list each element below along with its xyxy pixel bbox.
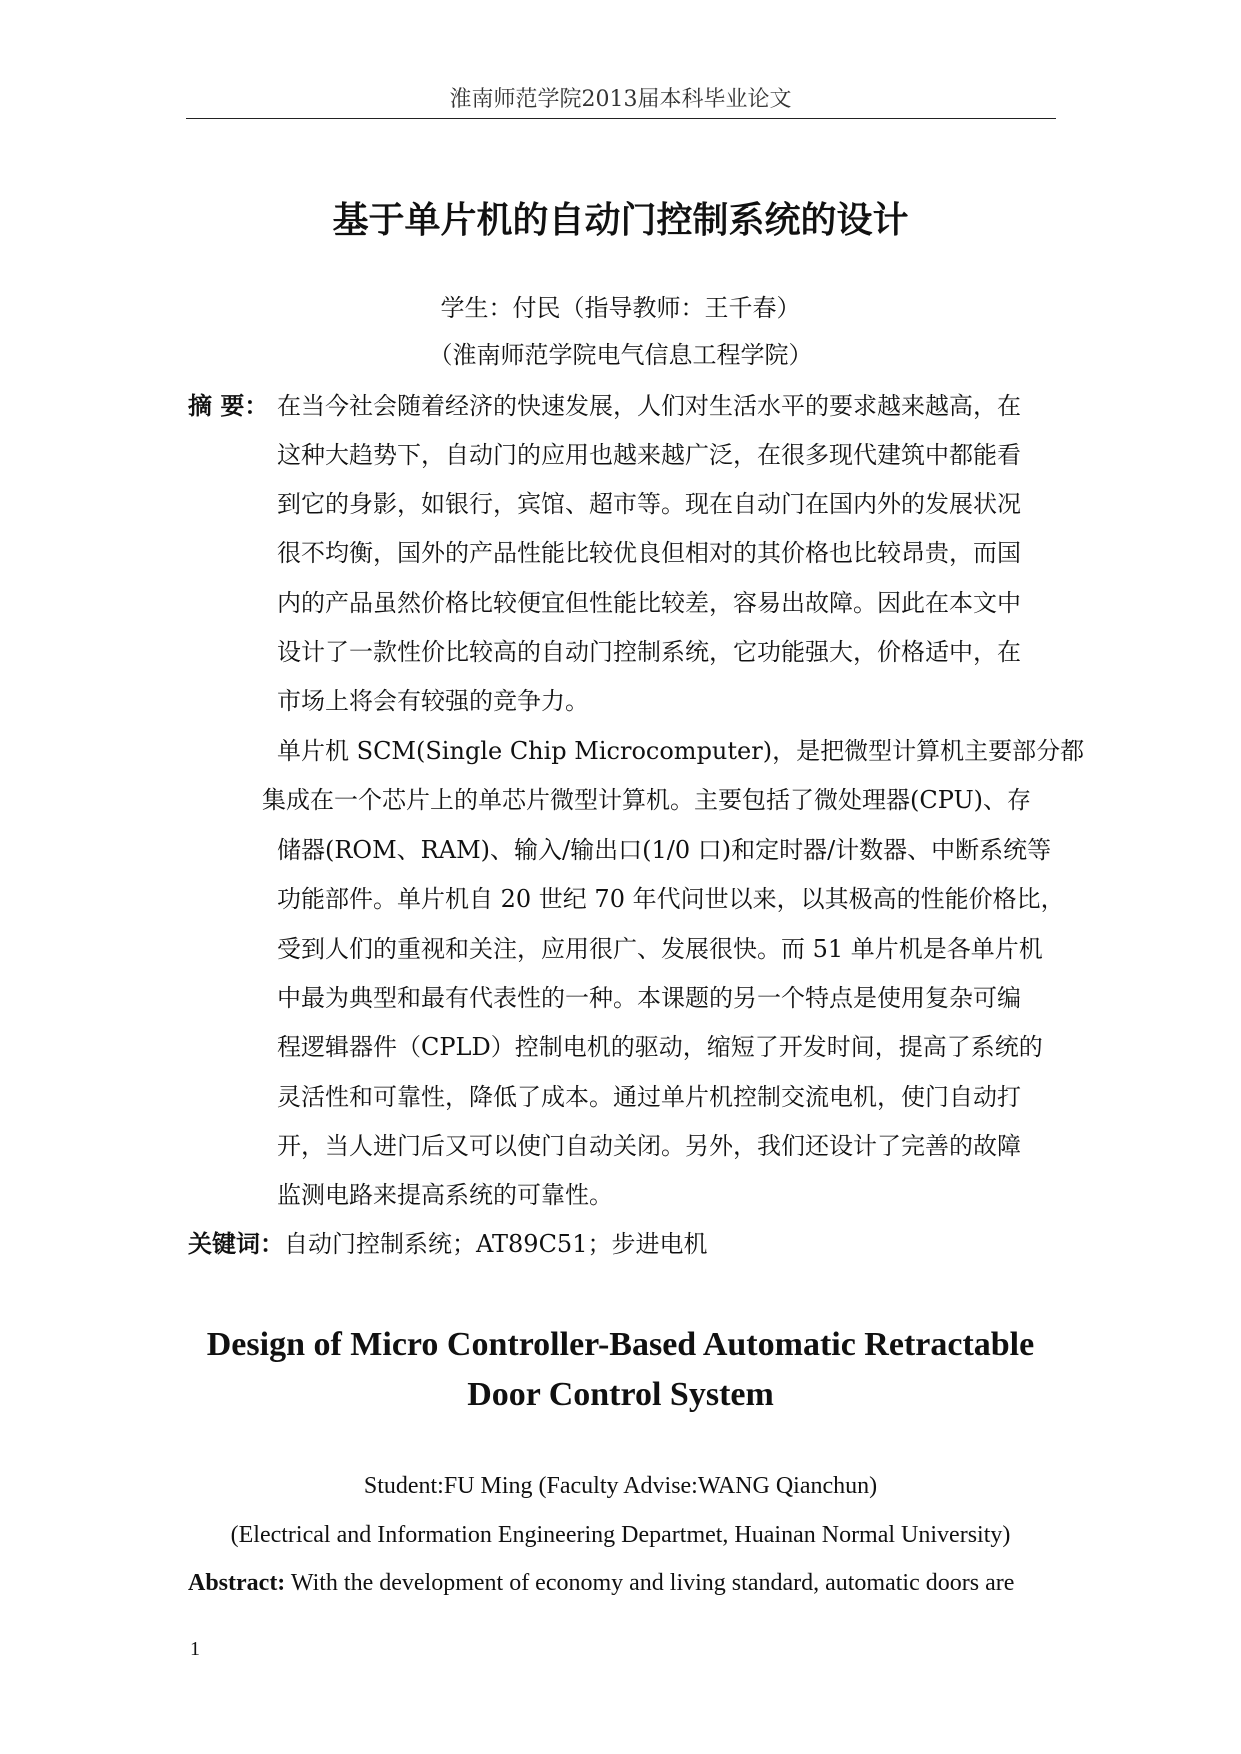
- abstract-cn-line: 灵活性和可靠性，降低了成本。通过单片机控制交流电机，使门自动打: [277, 1083, 1021, 1111]
- abstract-cn-line: 受到人们的重视和关注，应用很广、发展很快。而 51 单片机是各单片机: [277, 935, 1043, 963]
- english-abstract-text: With the development of economy and living standard, automatic doors are: [285, 1570, 1015, 1596]
- abstract-cn-line: 开，当人进门后又可以使门自动关闭。另外，我们还设计了完善的故障: [277, 1132, 1021, 1160]
- abstract-cn-line: 储器(ROM、RAM)、输入/输出口(1/0 口)和定时器/计数器、中断系统等: [277, 836, 1052, 864]
- abstract-cn-line: 中最为典型和最有代表性的一种。本课题的另一个特点是使用复杂可编: [277, 984, 1021, 1012]
- keywords-cn-text: 自动门控制系统；AT89C51；步进电机: [284, 1230, 708, 1258]
- chinese-title: 基于单片机的自动门控制系统的设计: [332, 200, 909, 241]
- english-abstract: [188, 1570, 1014, 1597]
- abstract-cn-line: 设计了一款性价比较高的自动门控制系统，它功能强大，价格适中，在: [277, 638, 1021, 666]
- english-affiliation: (Electrical and Information Engineering Departmet, Huainan Normal University): [230, 1522, 1011, 1548]
- abstract-cn-line: 在当今社会随着经济的快速发展，人们对生活水平的要求越来越高，在: [277, 392, 1021, 420]
- chinese-author: 学生：付民（指导教师：王千春）: [440, 294, 801, 322]
- english-title-line-1: Design of Micro Controller-Based Automatic Retractable: [206, 1326, 1035, 1363]
- abstract-cn-line: 监测电路来提高系统的可靠性。: [277, 1181, 613, 1209]
- abstract-cn-line: 内的产品虽然价格比较便宜但性能比较差，容易出故障。因此在本文中: [277, 589, 1021, 617]
- abstract-cn-line: 很不均衡，国外的产品性能比较优良但相对的其价格也比较昂贵，而国: [277, 539, 1021, 567]
- running-header: 淮南师范学院2013届本科毕业论文: [449, 87, 792, 112]
- english-author: Student:FU Ming (Faculty Advise:WANG Qianchun): [363, 1473, 878, 1499]
- header-rule: [186, 118, 1056, 119]
- abstract-cn-line: 到它的身影，如银行，宾馆、超市等。现在自动门在国内外的发展状况: [277, 490, 1021, 518]
- english-title-line-2: Door Control System: [467, 1376, 774, 1413]
- english-abstract-label: Abstract:: [188, 1570, 286, 1596]
- abstract-cn-line: 市场上将会有较强的竞争力。: [277, 687, 589, 715]
- abstract-cn-line: 这种大趋势下，自动门的应用也越来越广泛，在很多现代建筑中都能看: [277, 441, 1021, 469]
- abstract-cn-line: 单片机 SCM(Single Chip Microcomputer)，是把微型计算机主要部分都: [277, 737, 1085, 765]
- page-number: 1: [190, 1638, 200, 1660]
- chinese-affiliation: （淮南师范学院电气信息工程学院）: [428, 341, 813, 369]
- abstract-cn-line: 功能部件。单片机自 20 世纪 70 年代问世以来，以其极高的性能价格比，: [277, 885, 1065, 913]
- abstract-cn-label: 摘 要：: [188, 392, 269, 420]
- abstract-cn-line: 程逻辑器件（CPLD）控制电机的驱动，缩短了开发时间，提高了系统的: [277, 1033, 1043, 1061]
- keywords-cn: [188, 1224, 707, 1259]
- abstract-cn-line: 集成在一个芯片上的单芯片微型计算机。主要包括了微处理器(CPU)、存: [262, 786, 1032, 814]
- keywords-cn-label: 关键词：: [188, 1230, 284, 1258]
